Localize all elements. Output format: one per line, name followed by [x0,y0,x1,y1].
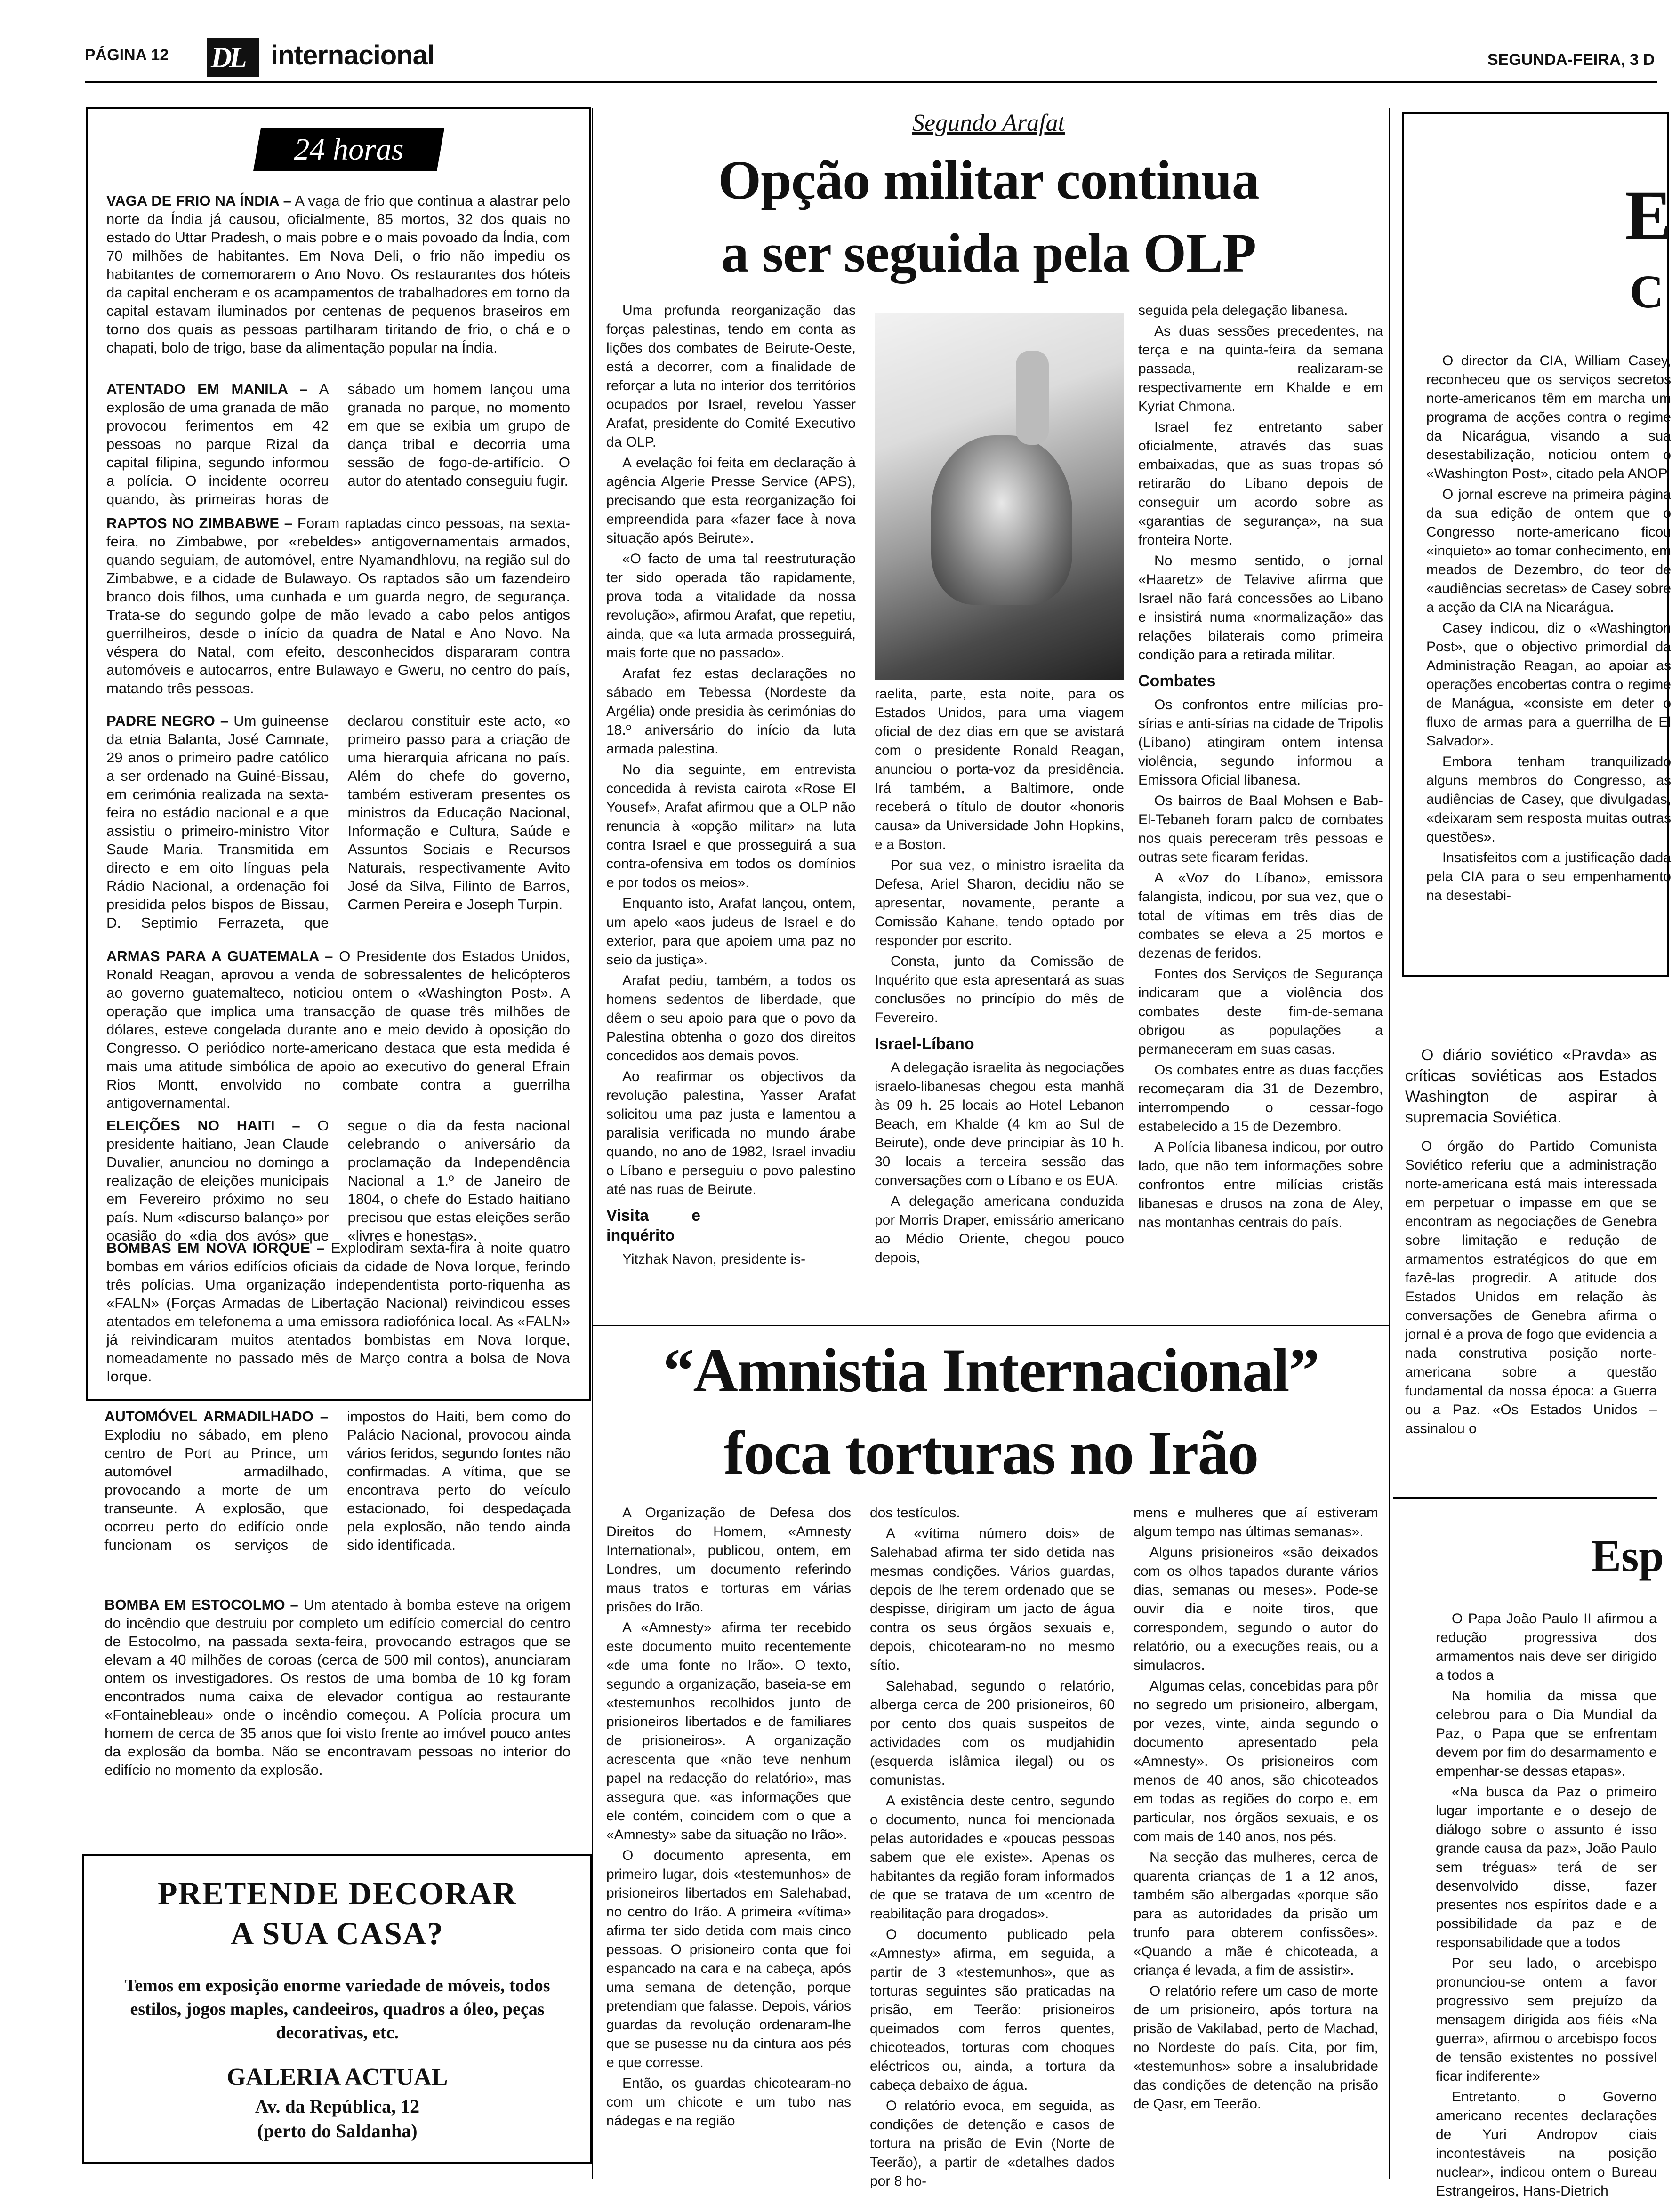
paragraph: Entretanto, o Governo americano recentes declarações de Yuri Andropov ciais incontestáveis na posição nuclear», indicou ontem o Bureau Estrangeiros, Hans-Dietrich [1436,2089,1657,2199]
paragraph: Arafat pediu, também, a todos os homens sedentos de liberdade, que dêem o seu apoio para que o povo da Palestina obtenha o gozo dos direitos concedidos aos demais povos. [606,973,856,1064]
lead-paragraph: O diário soviético «Pravda» as críticas soviéticas aos Estados Washington de aspirar à supremacia Soviética. [1405,1046,1657,1126]
paragraph: Arafat fez estas declarações no sábado em Tebessa (Nordeste da Argélia) onde presidia às cerimónias do 18.º aniversário do início da luta armada palestina. [606,666,856,757]
right-bottom-text [1436,1610,1657,2198]
paragraph: A Polícia libanesa indicou, por outro lado, que não tem informações sobre confrontos entre milícias cristãs libanesas e drusos na zona de Aley, nas montanhas centrais do país. [1138,1139,1383,1230]
paragraph: Yitzhak Navon, presidente is- [622,1251,806,1267]
paragraph: Os confrontos entre milícias pro-sírias e anti-sírias na cidade de Tripolis (Líbano) atingiram ontem intensa violência, segundo informou a Emissora Oficial libanesa. [1138,697,1383,788]
paragraph: Fontes dos Serviços de Segurança indicaram que a violência dos combates deste fim-de-semana obrigou as populações a permaneceram em suas casas. [1138,966,1383,1057]
brief-head: BOMBAS EM NOVA IORQUE – [106,1240,325,1256]
paragraph: Algumas celas, concebidas para pôr no segredo um prisioneiro, albergam, por vezes, vinte, ainda segundo o documento apresentado pela «Amnesty». Os prisioneiros com menos de 40 anos, são chicoteados em todas as regiões do corpo e, em particular, nos órgãos sexuais, e os com mais de 140 anos, nos pés. [1133,1678,1378,1844]
advert-headline-1: PRETENDE DECORAR [157,1875,517,1911]
article2-col1 [606,1504,851,2132]
brief-4 [106,712,570,956]
paragraph: «O facto de uma tal reestruturação ter sido operada tão rapidamente, prova toda a vitalidade da nossa revolução», afirmou Arafat, que repetiu, ainda, que «a luta armada prosseguirá, mais forte que no passado». [606,551,856,661]
paragraph: A Organização de Defesa dos Direitos do Homem, «Amnesty International», publicou, ontem, em Londres, um documento referindo maus tratos e torturas em várias prisões do Irão. [606,1505,851,1615]
paragraph: A «Amnesty» afirma ter recebido este documento muito recentemente «de uma fonte no Irão». O texto, segundo a organização, baseia-se em «testemunhos recolhidos junto de prisioneiros libertados e de familiares de prisioneiros». A organização acrescenta que «não teve nenhum papel na redacção do relatório», mas assegura que, «as informações que ele contém, coincidem com o que a «Amnesty» sabe da situação no Irão». [606,1620,851,1843]
subhead-israel-libano: Israel-Líbano [875,1035,974,1053]
newspaper-logo: DL [207,38,259,77]
brief-9 [104,1595,571,1779]
paragraph: dos testículos. [870,1505,960,1521]
brief-head: BOMBA EM ESTOCOLMO – [104,1596,298,1613]
paragraph: Salehabad, segundo o relatório, alberga cerca de 200 prisioneiros, 60 por cento dos quais suspeitos de actividades com os mudjahidin (esquerda islâmica ilegal) ou os comunistas. [870,1678,1115,1788]
right-divider [1393,1497,1657,1499]
paragraph: Por sua vez, o ministro israelita da Defesa, Ariel Sharon, decidiu não se apresentar, novamente, perante a Comissão Kahane, tendo optado por responder por escrito. [875,858,1124,948]
article1-col2 [875,685,1124,1269]
paragraph: Os bairros de Baal Mohsen e Bab-El-Tebaneh foram palco de combates nos quais pereceram três pessoas e outras sete ficaram feridas. [1138,793,1383,865]
article1-col1 [606,301,856,1271]
right-box [1402,112,1672,977]
brief-head: ATENTADO EM MANILA – [106,381,308,397]
article-divider [593,1325,1389,1326]
right-box-title: E [1625,176,1672,255]
brief-1 [106,192,570,357]
paragraph: Ao reafirmar os objectivos da revolução palestina, Yasser Arafat solicitou uma paz justa e lamentou a paralisia verificada no mundo árabe quando, no ano de 1982, Israel invadiu o Líbano e perseguiu o povo palestino até nas ruas de Beirute. [606,1069,856,1197]
paragraph: O jornal escreve na primeira página da sua edição de ontem que o Congresso norte-americano ficou «inquieto» ao tomar conhecimento, em meados de Dezembro, do teor de «audiências secretas» de Casey sobre a acção da CIA na Nicarágua. [1426,487,1671,615]
paragraph: O documento publicado pela «Amnesty» afirma, em seguida, a partir de 3 «testemunhos», que as torturas seguintes são praticadas na prisão, em Teerão: prisioneiros queimados com ferros quentes, chicoteados, torturas com choques eléctricos ou, ainda, a tortura da cabeça debaixo de água. [870,1927,1115,2093]
sidebar-box [86,107,591,1401]
subhead-visita: Visita e inquérito [606,1207,700,1244]
sidebar-title: 24 horas [294,132,404,167]
paragraph: No dia seguinte, em entrevista concedida à revista cairota «Rose El Yousef», Arafat afirmou que a OLP não renuncia à «opção militar» na luta contra Israel e que prosseguirá a sua contra-ofensiva em todos os domínios e por todos os meios». [606,762,856,890]
brief-7 [106,1239,570,1385]
paragraph: O órgão do Partido Comunista Soviético referiu que a administração norte-americana está mais interessada em perpetuar o impasse em que se encontram as negociações de Genebra sobre limitação e redução de armamentos estratégicos do que em fazê-las progredir. A atitude dos Estados Unidos em relação às conversações de Genebra afirma o jornal é a prova de fogo que evidencia a nada construtiva posição norte-americana sobre a questão fundamental da nossa época: a Guerra ou a Paz. «Os Estados Unidos – assinalou o [1405,1138,1657,1436]
page-number: PÁGINA 12 [85,46,169,64]
right-box-text [1426,352,1671,907]
right-box-subtitle: C [1630,265,1664,318]
brief-text: Explodiram sexta-fira à noite quatro bombas em vários edifícios oficiais da cidade de Nova Iorque, ferindo três polícias. Uma organização independentista porto-riquenha as «FALN» (Forças Armadas de Libertação Nacional) reivindicou esses atentados em telefonema a uma emissora radiofónica local. As «FALN» já reivindicaram muitos atentados bombistas em Nova Iorque, nomeadamente no passado mês de Março contra a bolsa de Nova Iorque. [106,1240,570,1385]
section-title: internacional [271,40,434,71]
brief-head: ARMAS PARA A GUATEMALA – [106,948,333,964]
paragraph: seguida pela delegação libanesa. [1138,303,1348,318]
brief-text: Explodiu no sábado, em pleno centro de Port au Prince, um automóvel armadilhado, provocando a morte de um transeunte. A explosão, que ocorreu perto do edifício onde funcionam os serviços de impostos do Haiti, bem como do Palácio Nacional, provocou ainda vários feridos, segundo fontes não confirmadas. A vítima, que se encontrava perto do veículo estacionado, foi despedaçada pela explosão, não tendo ainda sido identificada. [104,1408,571,1553]
photo-raised-hand [1016,351,1049,445]
header-rule [85,81,1657,83]
advert-box [82,1854,592,2164]
article1-kicker: Segundo Arafat [912,110,1065,136]
paragraph: mens e mulheres que aí estiveram algum tempo nas últimas semanas». [1133,1505,1378,1539]
right-bottom-title: Esp [1591,1531,1664,1581]
paragraph: O director da CIA, William Casey, reconheceu que os serviços secretos norte-americanos têm em marcha um programa de acções contra o regime da Nicarágua, visando a sua desestabilização, noticiou ontem o «Washington Post», citado pela ANOP. [1426,353,1671,481]
brief-3 [106,514,570,697]
paragraph: A evelação foi feita em declaração à agência Algerie Presse Service (APS), precisando que esta reorganização foi empreendida para «fazer face à nova situação após Beirute». [606,455,856,546]
article2-col3 [1133,1504,1378,2116]
article2-col2 [870,1504,1115,2193]
paragraph: Na homilia da missa que celebrou para o Dia Mundial da Paz, o Papa que se enfrentam devem por fim do desarmamento e empenhar-se dessas etapas». [1436,1688,1657,1779]
paragraph: Israel fez entretanto saber oficialmente, através das suas embaixadas, que as suas tropas só retirarão do Líbano depois de conseguir um acordo sobre as «garantias de segurança», na sua fronteira Norte. [1138,419,1383,548]
brief-text: A explosão de uma granada de mão provocou ferimentos em 42 pessoas no parque Rizal da capital filipina, segundo informou a polícia. O incidente ocorreu quando, às primeiras horas de sábado um homem lançou uma granada no parque, no momento em que se exibia um grupo de dança tribal e decorria uma sessão de fogo-de-artifício. O autor do atentado conseguiu fugir. [106,381,570,507]
paragraph: A delegação israelita às negociações israelo-libanesas chegou esta manhã às 09 h. 25 locais ao Hotel Lebanon Beach, em Khalde (4 km ao Sul de Beirute), onde deve principiar às 10 h. 30 locais a terceira sessão das conversações com o Líbano e os EUA. [875,1060,1124,1188]
brief-head: VAGA DE FRIO NA ÍNDIA – [106,192,291,209]
article1-title-line2: a ser seguida pela OLP [721,222,1256,284]
article2-title-line1: “Amnistia Internacional” [663,1336,1319,1405]
header-date: SEGUNDA-FEIRA, 3 D [1487,51,1655,69]
brief-head: RAPTOS NO ZIMBABWE – [106,515,293,531]
paragraph: Na secção das mulheres, cerca de quarenta crianças de 1 a 12 anos, também são albergadas «porque são para as autoridades da prisão um trunfo para obterem confissões». «Quando a mãe é chicoteada, a criança é levada, a fim de assistir». [1133,1850,1378,1978]
paragraph: O Papa João Paulo II afirmou a redução progressiva dos armamentos nais deve ser dirigido a todos a [1436,1611,1657,1683]
article1-title-line1: Opção militar continua [718,149,1259,211]
paragraph: Por seu lado, o arcebispo pronunciou-se ontem a favor progressivo sem prejuízo da mensagem dirigida aos fiéis «Na guerra», afirmou o arcebispo focos de tensão existentes no possível ficar indiferente» [1436,1956,1657,2084]
paragraph: Enquanto isto, Arafat lançou, ontem, um apelo «aos judeus de Israel e do exterior, para que apoiem uma paz no seio da justiça». [606,896,856,968]
paragraph: Embora tenham tranquilizado alguns membros do Congresso, as audiências de Casey, que divulgadas, «deixaram sem resposta muitas outras questões». [1426,754,1671,845]
brief-text: O presidente haitiano, Jean Claude Duvalier, anunciou no domingo a realização de eleições municipais em Fevereiro próximo no seu país. Num «discurso balanço» por ocasião do «dia dos avós» que segue o dia da festa nacional celebrando o aniversário da proclamação da Independência Nacional a 1.º de Janeiro de 1804, o chefe do Estado haitiano precisou que estas eleições serão «livres e honestas». [106,1117,570,1244]
paragraph: A «Voz do Líbano», emissora falangista, indicou, por sua vez, que o total de vítimas em três dias de combates se eleva a 25 mortos e dezenas de feridos. [1138,870,1383,961]
brief-text: A vaga de frio que continua a alastrar pelo norte da Índia já causou, oficialmente, 85 mortos, 32 dos quais no estado do Uttar Pradesh, o mais pobre e o mais povoado da Índia, com 70 milhões de habitantes. Em Nova Deli, o frio não impediu os habitantes de comemorarem o Ano Novo. Os restaurantes dos hóteis da capital encheram e os acampamentos de trabalhadores em torno da capital estavam iluminados por centenas de pequenos braseiros em torno dos quais as pessoas partilharam tiritando de frio, o chá e o chapati, bolo de trigo, base da alimentação popular na Índia. [106,192,570,356]
advert-name: GALERIA ACTUAL [226,2064,448,2091]
paragraph: A delegação americana conduzida por Morris Draper, emissário americano ao Médio Oriente, chegou pouco depois, [875,1194,1124,1266]
advert-body: Temos em exposição enorme variedade de móveis, todos estilos, jogos maples, candeeiros, quadros a óleo, peças decorativas, etc. [124,1976,550,2043]
article1-col3 [1138,301,1383,1234]
advert-note: (perto do Saldanha) [257,2120,418,2141]
column-rule [1389,108,1390,2179]
paragraph: Consta, junto da Comissão de Inquérito que esta apresentará as suas conclusões no princípio do mês de Fevereiro. [875,954,1124,1026]
paragraph: Uma profunda reorganização das forças palestinas, tendo em conta as lições dos combates de Beirute-Oeste, está a decorrer, com a finalidade de reforçar a luta no interior dos territórios ocupados por Israel, revelou Yasser Arafat, presidente do Comité Executivo da OLP. [606,303,856,450]
paragraph: «Na busca da Paz o primeiro lugar importante e o desejo de diálogo sobre o assunto é isso grande causa da paz», João Paulo sem tréguas» terá de ser desenvolvido disse, fazer presentes nos espíritos dade e a possibilidade da paz e de responsabilidade que a todos [1436,1784,1657,1950]
advert-address: Av. da República, 12 [255,2096,420,2117]
paragraph: Casey indicou, diz o «Washington Post», que o objectivo primordial da Administração Reagan, ao apoiar as operações encobertas contra o regime de Manágua, «consiste em deter o fluxo de armas para a guerrilha de El Salvador». [1426,620,1671,749]
column-rule [592,108,593,2179]
right-mid-text [1405,1045,1657,1478]
paragraph: Insatisfeitos com a justificação dada pela CIA para o seu empenhamento na desestabi- [1426,850,1671,903]
article2-title-line2: foca torturas no Irão [723,1418,1258,1487]
paragraph: A existência deste centro, segundo o documento, nunca foi mencionada pelas autoridades e «poucas pessoas sabem que ele existe». Apenas os habitantes da região foram informados de que se tratava de um «centro de reabilitação para drogados». [870,1793,1115,1922]
arafat-photo [875,313,1124,680]
brief-8 [104,1407,571,1591]
paragraph: O relatório refere um caso de morte de um prisioneiro, após tortura na prisão de Vakilabad, perto de Machad, no Nordeste do país. Cita, por fim, «testemunhos» sobre a insalubridade das condições de detenção na prisão de Qasr, em Teerão. [1133,1983,1378,2112]
brief-text: Foram raptadas cinco pessoas, na sexta-feira, no Zimbabwe, por «rebeldes» antigovernamentais armados, quando seguiam, de automóvel, entre Nyamandhlovu, na região sul do Zimbabwe, e a cidade de Bulawayo. Os raptados são um fazendeiro branco dois filhos, uma cunhada e um guarda negro, de segurança. Trata-se do segundo golpe de mão levado a cabo pelos antigos guerrilheiros, desde o início da quadra de Natal e Ano Novo. Na véspera do Natal, com efeito, desconhecidos dispararam contra automóveis e autocarros, entre Bulawayo e Gweru, no centro do país, matando três pessoas. [106,515,570,697]
paragraph: Alguns prisioneiros «são deixados com os olhos tapados durante vários dias, semanas ou meses». Pode-se ouvir dia e noite tiros, que correspondem, segundo o autor do relatório, ou a execuções reais, ou a simulacros. [1133,1545,1378,1673]
brief-5 [106,947,570,1112]
brief-text: Um guineense da etnia Balanta, José Camnate, 29 anos o primeiro padre católico a ser ordenado na Guiné-Bissau, em cerimónia realizada na sexta-feira no estádio nacional e a que assistiu o primeiro-ministro Vitor Saude Maria. Transmitida em directo e em oito línguas pela Rádio Nacional, a ordenação foi presidida pelos bispos de Bissau, D. Septimio Ferrazeta, que declarou constituir este acto, «o primeiro passo para a criação de uma hierarquia africana no país. Além do chefe do governo, também estiveram presentes os ministros da Educação Nacional, Informação e Cultura, Saúde e Assuntos Sociais e Recursos Naturais, respectivamente Avito José da Silva, Filinto de Barros, Carmen Pereira e Joseph Turpin. [106,713,570,931]
paragraph: O documento apresenta, em primeiro lugar, dois «testemunhos» de prisioneiros libertados em Salehabad, no centro do Irão. A primeira «vítima» afirma ter sido detida com mais cinco pessoas. O prisioneiro conta que foi espancado na cara e na cabeça, após uma semana de detenção, porque pretendiam que falasse. Depois, vários guardas da revolução ordenaram-lhe que se pusesse nu da cintura aos pés e que corresse. [606,1848,851,2070]
paragraph: Os combates entre as duas facções recomeçaram dia 31 de Dezembro, interrompendo o cessar-fogo estabelecido a 15 de Dezembro. [1138,1062,1383,1134]
brief-text: O Presidente dos Estados Unidos, Ronald Reagan, aprovou a venda de sobressalentes de helicópteros ao governo guatemalteco, noticiou ontem o «Washington Post». A operação que implica uma transacção de quase três milhões de dólares, esteve congelada durante ano e meio devido à oposição do Congresso. O periódico norte-americano destaca que esta medida é mais uma atitude simbólica de apoio ao executivo do general Efrain Rios Montt, envolvido no combate contra a guerrilha antigovernamental. [106,948,570,1111]
brief-head: AUTOMÓVEL ARMADILHADO – [104,1408,328,1425]
paragraph: No mesmo sentido, o jornal «Haaretz» de Telavive afirma que Israel não fará concessões ao Líbano e insistirá numa «normalização» das relações bilaterais como primeira condição para a retirada militar. [1138,553,1383,663]
page-header [85,38,1657,80]
advert-headline-2: A SUA CASA? [231,1915,444,1951]
paragraph: raelita, parte, esta noite, para os Estados Unidos, para uma viagem oficial de dez dias em que se avistará com o presidente Ronald Reagan, anunciou o porta-voz da presidência. Irá também, a Baltimore, onde receberá o título de doutor «honoris causa» da Universidade John Hopkins, e a Boston. [875,686,1124,852]
subhead-combates: Combates [1138,672,1216,690]
paragraph: A «vítima número dois» de Salehabad afirma ter sido detida nas mesmas condições. Vários guardas, depois de lhe terem ordenado que se despisse, dirigiram um jacto de água contra os seus órgãos sexuais e, depois, chicotearam-no no mesmo sítio. [870,1526,1115,1673]
brief-head: ELEIÇÕES NO HAITI – [106,1117,300,1134]
paragraph: Então, os guardas chicotearam-no com um chicote e um tubo nas nádegas e na região [606,2076,851,2129]
brief-head: PADRE NEGRO – [106,713,229,729]
paragraph: As duas sessões precedentes, na terça e na quinta-feira da semana passada, realizaram-se respectivamente em Khalde e em Kyriat Chmona. [1138,323,1383,414]
brief-text: Um atentado à bomba esteve na origem do incêndio que destruiu por completo um edifício comercial do centro de Estocolmo, na passada sexta-feira, provocando estragos que se elevam a 40 milhões de coroas (cerca de 500 mil contos), anunciaram ontem os investigadores. Os restos de uma bomba de 10 kg foram encontrados numa caixa de elevador contígua ao restaurante «Fontainebleau» onde o incêndio começou. A Polícia procura um homem de cerca de 35 anos que foi visto frente ao imóvel pouco antes da explosão da bomba. Não se encontravam pessoas no interior do edifício no momento da explosão. [104,1596,571,1778]
paragraph: O relatório evoca, em seguida, as condições de detenção e casos de tortura na prisão de Evin (Norte de Teerão), a partir de «detalhes dados por 8 ho- [870,2098,1115,2189]
photo-figure [931,435,1072,605]
